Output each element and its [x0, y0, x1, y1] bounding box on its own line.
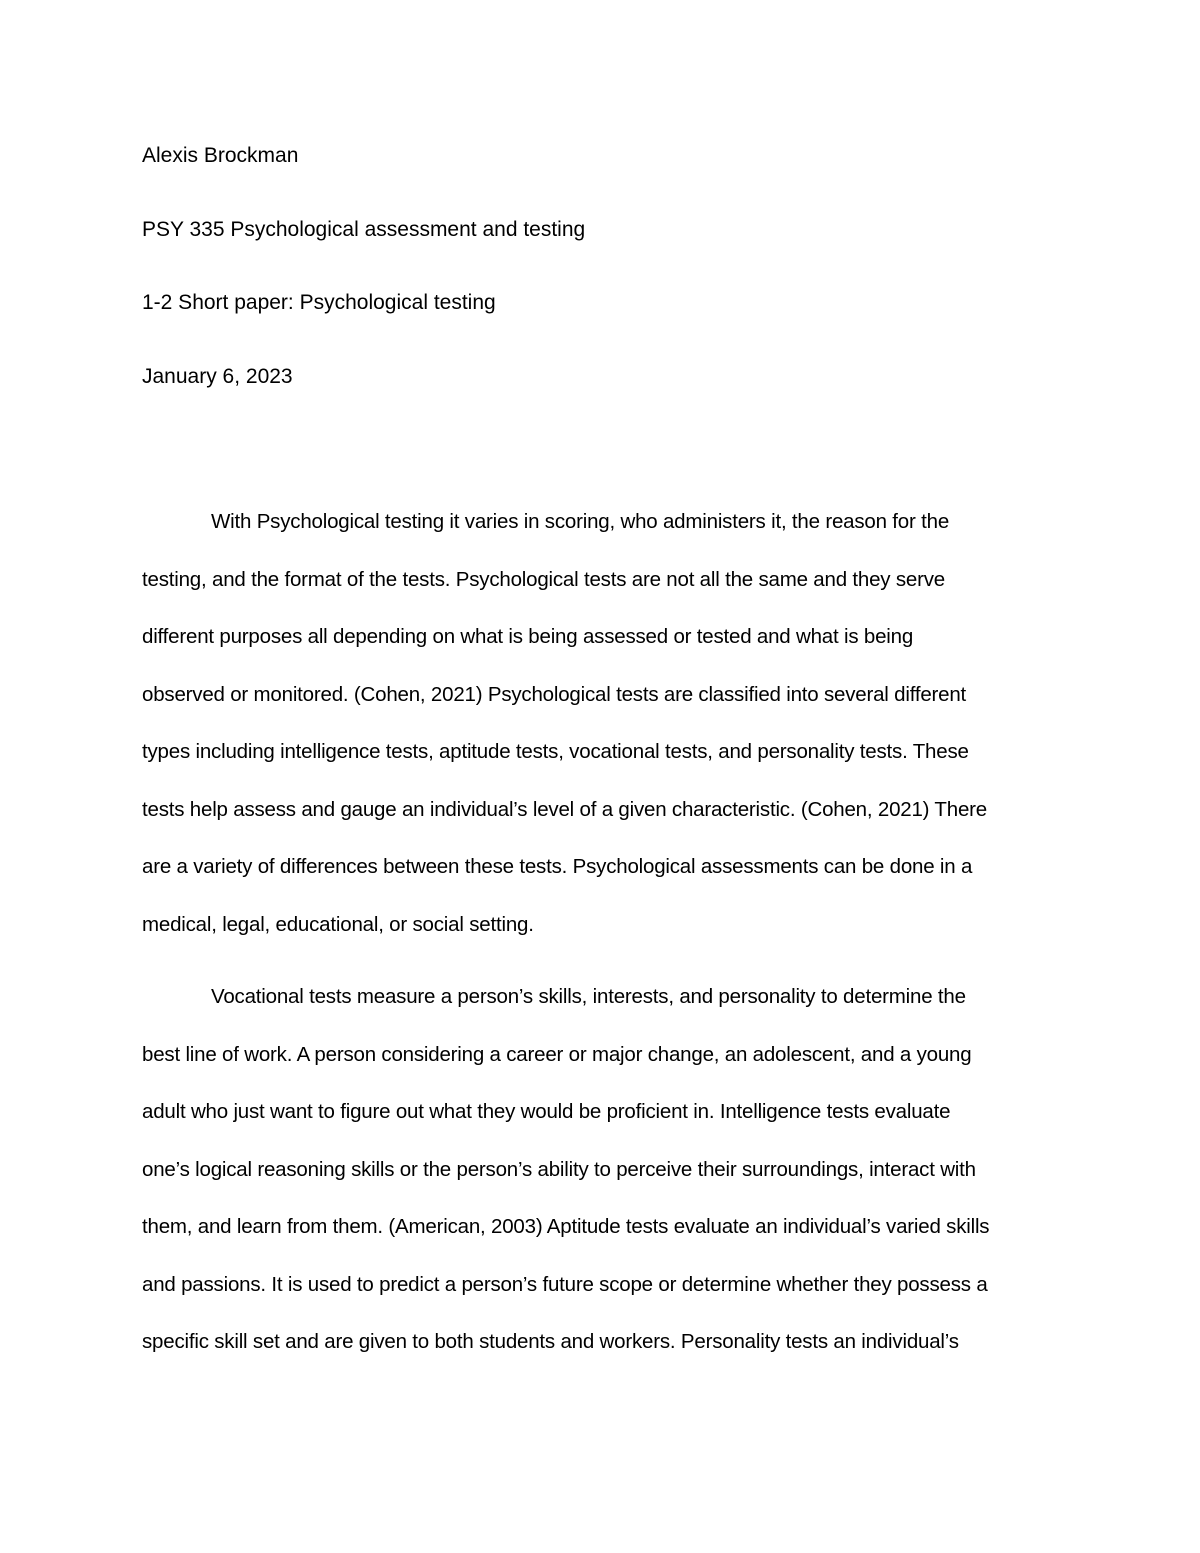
- paragraph-line: testing, and the format of the tests. Psychological tests are not all the same and they serve: [142, 567, 945, 591]
- body-paragraph-2: [142, 968, 1072, 1371]
- paragraph-line: specific skill set and are given to both students and workers. Personality tests an individual’s: [142, 1330, 959, 1353]
- paragraph-line: best line of work. A person considering a career or major change, an adolescent, and a young: [142, 1042, 972, 1066]
- paragraph-line: adult who just want to figure out what they would be proficient in. Intelligence tests evaluate: [142, 1100, 951, 1123]
- paragraph-line: observed or monitored. (Cohen, 2021) Psychological tests are classified into several different: [142, 682, 967, 706]
- document-date: January 6, 2023: [142, 365, 293, 388]
- body-paragraph-1: [142, 493, 1072, 953]
- course-title: PSY 335 Psychological assessment and testing: [142, 218, 586, 241]
- paragraph-line: one’s logical reasoning skills or the person’s ability to perceive their surroundings, interact with: [142, 1157, 976, 1181]
- assignment-title: 1-2 Short paper: Psychological testing: [142, 291, 496, 314]
- paragraph-line: and passions. It is used to predict a person’s future scope or determine whether they possess a: [142, 1272, 988, 1296]
- paragraph-line: are a variety of differences between these tests. Psychological assessments can be done in a: [142, 855, 973, 878]
- paragraph-line: medical, legal, educational, or social setting.: [142, 912, 534, 936]
- paragraph-line: With Psychological testing it varies in scoring, who administers it, the reason for the: [211, 510, 950, 533]
- paragraph-line: different purposes all depending on what is being assessed or tested and what is being: [142, 625, 914, 648]
- paragraph-line: Vocational tests measure a person’s skills, interests, and personality to determine the: [211, 985, 966, 1008]
- author-name: Alexis Brockman: [142, 144, 299, 167]
- paragraph-line: types including intelligence tests, aptitude tests, vocational tests, and personality tests. These: [142, 740, 969, 763]
- paragraph-line: tests help assess and gauge an individual’s level of a given characteristic. (Cohen, 2021) There: [142, 797, 987, 821]
- paragraph-line: them, and learn from them. (American, 2003) Aptitude tests evaluate an individual’s varied skills: [142, 1215, 990, 1238]
